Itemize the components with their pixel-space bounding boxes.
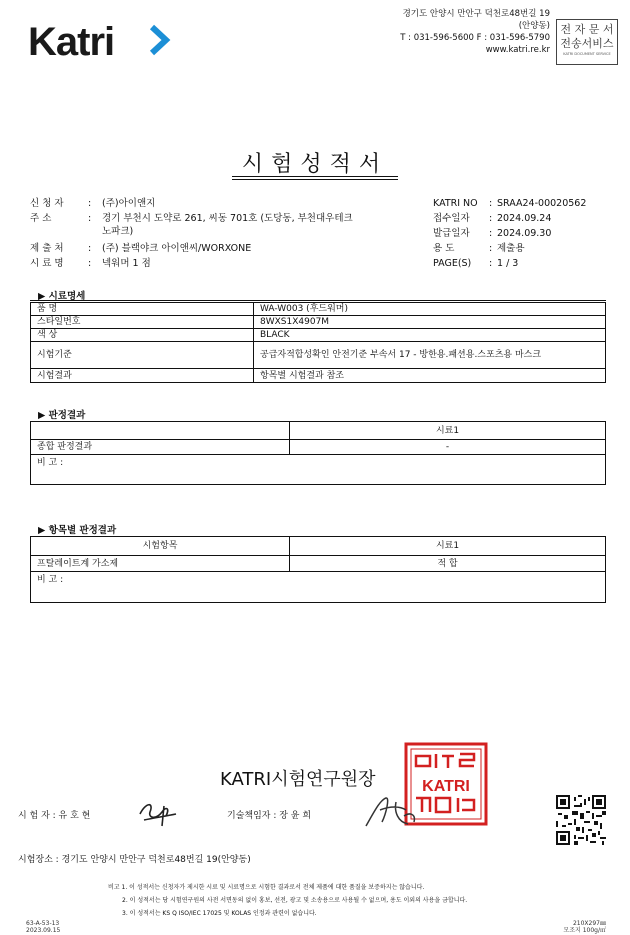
colon: : — [489, 258, 493, 269]
submitter-label: 제 출 처 — [30, 243, 64, 254]
usage-value: 제출용 — [497, 243, 525, 254]
address-label: 주 소 — [30, 213, 52, 224]
table-cell-label: 시험결과 — [31, 369, 254, 383]
form-date: 2023.09.15 — [26, 927, 61, 934]
address-block — [400, 8, 550, 56]
colon: : — [88, 213, 92, 224]
sample-value: 넥워머 1 점 — [102, 258, 151, 269]
note-line: 2. 이 성적서는 당 시험연구원의 사전 서면동의 없이 홍보, 선전, 광고 및 소송용으로 사용될 수 없으며, 용도 이외의 사용을 금합니다. — [122, 897, 468, 904]
address-line: 경기도 안양시 만안구 덕천로48번길 19 — [402, 9, 550, 19]
e-document-stamp — [556, 19, 618, 65]
colon: : — [489, 243, 493, 254]
remark-cell: 비 고 : — [31, 572, 606, 603]
page-label: PAGE(S) — [433, 258, 472, 269]
colon: : — [88, 243, 92, 254]
issued-label: 발급일자 — [433, 228, 470, 239]
table-row — [31, 440, 606, 455]
table-cell-label: 시험기준 — [31, 342, 254, 369]
katri-no-value: SRAA24-00020562 — [497, 198, 587, 209]
table-header-sample: 시료1 — [290, 537, 606, 556]
table-cell-label: 색 상 — [31, 329, 254, 342]
colon: : — [88, 258, 92, 269]
table-cell-value: BLACK — [254, 329, 606, 342]
paper-size: 210X297㎜ — [572, 920, 606, 927]
table-cell-value: 8WXS1X4907M — [254, 316, 606, 329]
page-value: 1 / 3 — [497, 258, 519, 269]
table-row — [31, 303, 606, 316]
table-cell-value: 공급자적합성확인 안전기준 부속서 17 - 방한용.패션용.스포츠용 마스크 — [254, 342, 606, 369]
form-code: 63-A-53-13 — [26, 920, 60, 927]
item-judgement-table — [30, 536, 606, 603]
form-info — [26, 920, 60, 934]
title-underline — [232, 179, 398, 180]
table-header-sample: 시료1 — [290, 422, 606, 440]
usage-label: 용 도 — [433, 243, 455, 254]
paper-info — [563, 920, 606, 934]
issued-value: 2024.09.30 — [497, 228, 552, 239]
stamp-small-text: KATRI DOCUMENT SERVICE — [563, 52, 611, 56]
colon: : — [489, 213, 493, 224]
address-value: 경기 부천시 도약로 261, 씨동 701호 (도당동, 부천대우테크 — [102, 213, 353, 224]
divider — [30, 300, 606, 301]
table-cell-value: 항목별 시험결과 참조 — [254, 369, 606, 383]
table-row — [31, 422, 606, 440]
table-row — [31, 329, 606, 342]
applicant-value: (주)아이앤지 — [102, 198, 156, 209]
table-row — [31, 556, 606, 572]
address-value: 노파크) — [102, 226, 134, 237]
table-row — [31, 369, 606, 383]
table-cell-label: 프탈레이트계 가소제 — [31, 556, 290, 572]
applicant-label: 신 청 자 — [30, 198, 64, 209]
colon: : — [88, 198, 92, 209]
table-cell-label: 종합 판정결과 — [31, 440, 290, 455]
note-line: 3. 이 성적서는 KS Q ISO/IEC 17025 및 KOLAS 인정과 관련이 없습니다. — [122, 910, 317, 917]
chevron-right-icon — [146, 24, 172, 56]
table-row — [31, 537, 606, 556]
judgement-table — [30, 421, 606, 485]
section-title-sample-spec: ▶ 시료명세 — [38, 291, 86, 302]
signature-icon — [360, 792, 420, 832]
colon: : — [489, 198, 493, 209]
page-title: 시험성적서 — [241, 152, 389, 177]
phone-line: T : 031-596-5600 F : 031-596-5790 — [400, 33, 550, 43]
seal-text: KATRI — [422, 778, 470, 795]
tester-label: 시 험 자 : 유 호 현 — [18, 811, 91, 821]
submitter-value: (주) 블랙야크 아이앤씨/WORXONE — [102, 243, 252, 254]
table-row — [31, 316, 606, 329]
table-cell-value: 적 합 — [290, 556, 606, 572]
table-cell-label: 스타일번호 — [31, 316, 254, 329]
stamp-line: 전송서비스 — [560, 37, 614, 50]
remark-cell: 비 고 : — [31, 455, 606, 485]
test-location: 시험장소 : 경기도 안양시 만안구 덕천로48번길 19(안양동) — [18, 855, 251, 865]
stamp-line: 전 자 문 서 — [560, 23, 614, 36]
table-cell-value: WA-W003 (후드워머) — [254, 303, 606, 316]
note-line: 비고 1. 이 성적서는 신청자가 제시한 시료 및 시료명으로 시험한 결과로서 전체 제품에 대한 품질을 보증하지는 않습니다. — [108, 884, 425, 891]
table-cell-empty — [31, 422, 290, 440]
sample-spec-table — [30, 302, 606, 383]
table-row — [31, 342, 606, 369]
received-value: 2024.09.24 — [497, 213, 552, 224]
institute-name: KATRI시험연구원장 — [220, 769, 376, 790]
paper-spec: 모조지 100g/㎡ — [563, 927, 606, 934]
colon: : — [489, 228, 493, 239]
table-row — [31, 455, 606, 485]
table-cell-value: - — [290, 440, 606, 455]
table-row — [31, 572, 606, 603]
sample-label: 시 료 명 — [30, 258, 64, 269]
table-header-item: 시험항목 — [31, 537, 290, 556]
qr-code-icon — [556, 795, 606, 845]
received-label: 접수일자 — [433, 213, 470, 224]
signature-icon — [136, 798, 180, 828]
title-underline — [232, 176, 398, 177]
katri-logo: Katri — [28, 20, 115, 64]
website: www.katri.re.kr — [485, 45, 550, 55]
katri-no-label: KATRI NO — [433, 198, 478, 209]
table-cell-label: 품 명 — [31, 303, 254, 316]
section-title-item-judgement: ▶ 항목별 판정결과 — [38, 525, 117, 536]
tech-manager-label: 기술책임자 : 장 윤 희 — [227, 811, 312, 821]
address-line: (안양동) — [518, 21, 550, 31]
section-title-judgement: ▶ 판정결과 — [38, 410, 86, 421]
